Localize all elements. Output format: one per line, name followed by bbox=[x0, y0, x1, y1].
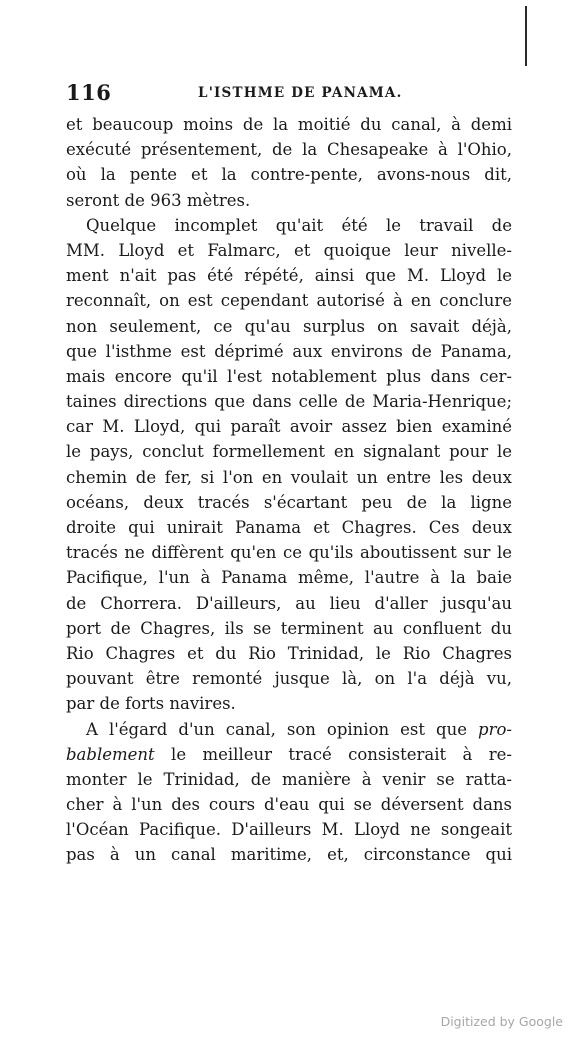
text-line: où la pente et la contre-pente, avons-nous dit, bbox=[66, 165, 512, 185]
page-header bbox=[66, 80, 512, 106]
page-edge-rule bbox=[525, 6, 527, 66]
text-line: A l'égard d'un canal, son opinion est que pro- bbox=[86, 719, 512, 739]
text-line: ment n'ait pas été répété, ainsi que M. Lloyd le bbox=[66, 266, 512, 286]
text-line: Pacifique, l'un à Panama même, l'autre à la baie bbox=[66, 568, 512, 588]
running-title: L'ISTHME DE PANAMA. bbox=[198, 85, 403, 101]
text-line: pouvant être remonté jusque là, on l'a déjà vu, bbox=[66, 669, 512, 689]
text-line: Quelque incomplet qu'ait été le travail de bbox=[86, 215, 512, 235]
text-line: tracés ne diffèrent qu'en ce qu'ils aboutissent sur le bbox=[66, 543, 512, 563]
text-line: mais encore qu'il l'est notablement plus dans cer- bbox=[66, 366, 512, 386]
text-line: bablement le meilleur tracé consisterait à re- bbox=[66, 744, 512, 764]
text-line: par de forts navires. bbox=[66, 694, 236, 714]
text-line: monter le Trinidad, de manière à venir se ratta- bbox=[66, 769, 512, 789]
text-line: l'Océan Pacifique. D'ailleurs M. Lloyd ne songeait bbox=[66, 820, 512, 840]
text-line: exécuté présentement, de la Chesapeake à l'Ohio, bbox=[66, 140, 512, 160]
text-line: taines directions que dans celle de Maria-Henrique; bbox=[66, 392, 512, 412]
text-line: et beaucoup moins de la moitié du canal, à demi bbox=[66, 115, 512, 134]
text-line: de Chorrera. D'ailleurs, au lieu d'aller jusqu'au bbox=[66, 593, 512, 613]
text-line: non seulement, ce qu'au surplus on savait déjà, bbox=[66, 316, 512, 336]
digitized-watermark: Digitized by Google bbox=[440, 1014, 563, 1029]
text-line: océans, deux tracés s'écartant peu de la ligne bbox=[66, 492, 512, 512]
page-number: 116 bbox=[66, 80, 112, 105]
text-line: Rio Chagres et du Rio Trinidad, le Rio Chagres bbox=[66, 643, 512, 663]
text-line: droite qui unirait Panama et Chagres. Ces deux bbox=[66, 518, 512, 537]
text-line: reconnaît, on est cependant autorisé à en conclure bbox=[66, 291, 512, 311]
text-line: cher à l'un des cours d'eau qui se déversent dans bbox=[66, 795, 512, 815]
text-line: chemin de fer, si l'on en voulait un entre les deux bbox=[66, 467, 512, 487]
body-text bbox=[66, 112, 512, 868]
text-line: le pays, conclut formellement en signalant pour le bbox=[66, 442, 512, 462]
text-line: que l'isthme est déprimé aux environs de Panama, bbox=[66, 341, 512, 361]
text-line: pas à un canal maritime, et, circonstance qui bbox=[66, 845, 512, 865]
text-line: seront de 963 mètres. bbox=[66, 190, 251, 210]
text-line: car M. Lloyd, qui paraît avoir assez bien examiné bbox=[66, 417, 512, 437]
text-line: port de Chagres, ils se terminent au confluent du bbox=[66, 618, 512, 638]
text-line: MM. Lloyd et Falmarc, et quoique leur nivelle- bbox=[66, 240, 512, 260]
